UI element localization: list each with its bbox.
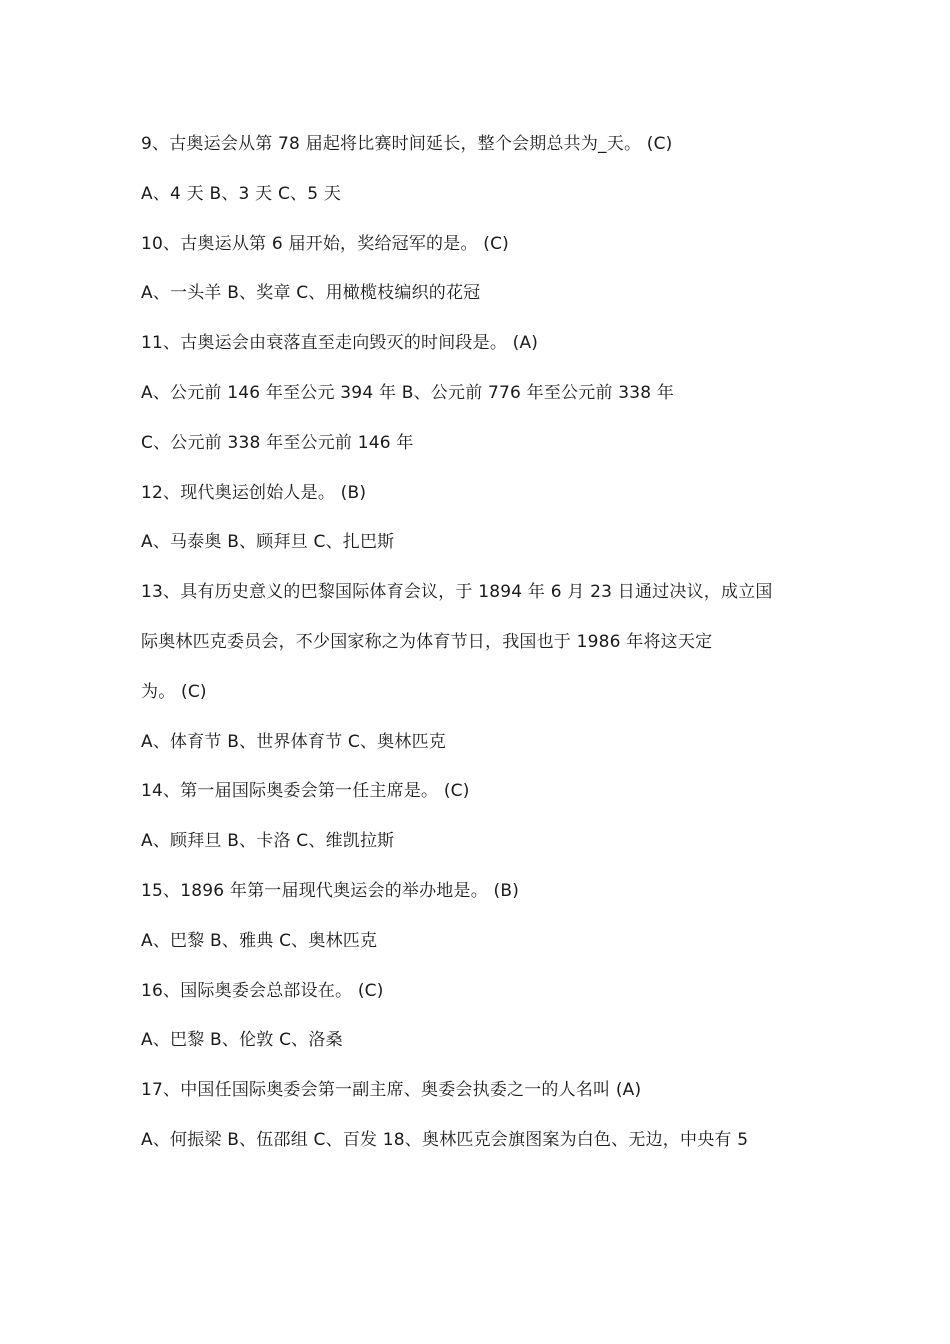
question-12-options: A、马泰奥 B、顾拜旦 C、扎巴斯	[141, 532, 395, 553]
question-17: 17、中国任国际奥委会第一副主席、奥委会执委之一的人名叫 (A)	[141, 1080, 642, 1101]
question-14: 14、第一届国际奥委会第一任主席是。 (C)	[141, 781, 470, 802]
question-11-options-cont: C、公元前 338 年至公元前 146 年	[141, 432, 414, 453]
question-10-options: A、一头羊 B、奖章 C、用橄榄枝编织的花冠	[141, 283, 481, 304]
question-16-options: A、巴黎 B、伦敦 C、洛桑	[141, 1030, 343, 1051]
question-13-options: A、体育节 B、世界体育节 C、奥林匹克	[141, 731, 446, 752]
document-body	[141, 129, 821, 1175]
question-11: 11、古奥运会由衰落直至走向毁灭的时间段是。 (A)	[141, 333, 539, 354]
question-16: 16、国际奥委会总部设在。 (C)	[141, 980, 384, 1001]
question-11-options: A、公元前 146 年至公元 394 年 B、公元前 776 年至公元前 338 年	[141, 382, 675, 403]
question-15: 15、1896 年第一届现代奥运会的举办地是。 (B)	[141, 880, 520, 901]
question-9: 9、古奥运会从第 78 届起将比赛时间延长，整个会期总共为_天。 (C)	[141, 134, 673, 154]
question-13: 13、具有历史意义的巴黎国际体育会议，于 1894 年 6 月 23 日通过决议，成立国	[141, 582, 773, 603]
question-15-options: A、巴黎 B、雅典 C、奥林匹克	[141, 930, 378, 951]
question-17-options: A、何振梁 B、伍邵组 C、百发 18、奥林匹克会旗图案为白色、无边，中央有 5	[141, 1129, 749, 1150]
question-10: 10、古奥运从第 6 届开始，奖给冠军的是。 (C)	[141, 233, 509, 254]
question-14-options: A、顾拜旦 B、卡洛 C、维凯拉斯	[141, 831, 395, 852]
question-13-cont: 际奥林匹克委员会，不少国家称之为体育节日，我国也于 1986 年将这天定	[141, 631, 713, 652]
question-9-options: A、4 天 B、3 天 C、5 天	[141, 183, 342, 204]
question-12: 12、现代奥运创始人是。 (B)	[141, 482, 367, 503]
question-13-cont-2: 为。 (C)	[141, 681, 207, 702]
